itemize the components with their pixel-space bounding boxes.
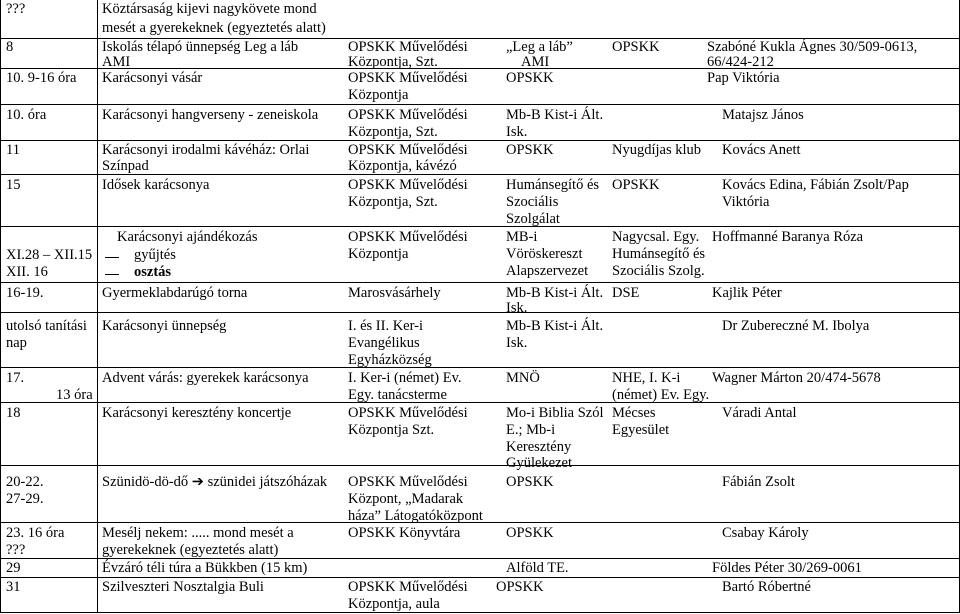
venue-cell: OPSKK Művelődési <box>348 177 468 193</box>
event-cell: Karácsonyi vásár <box>102 70 203 86</box>
venue-cell: Evangélikus <box>348 335 420 351</box>
venue-cell: OPSKK Művelődési <box>348 474 468 490</box>
date-cell: XII. 16 <box>6 264 48 280</box>
venue-cell: I. és II. Ker-i <box>348 318 423 334</box>
event-cell: gyűjtés <box>134 247 176 263</box>
organizer-cell: Nagycsal. Egy. <box>612 229 700 245</box>
contact-cell: Földes Péter 30/269-0061 <box>712 560 862 576</box>
partner-cell: OPSKK <box>506 70 554 86</box>
date-cell: 16-19. <box>6 285 44 301</box>
date-cell: 31 <box>6 579 21 595</box>
date-cell: nap <box>6 335 27 351</box>
contact-cell: Hoffmanné Baranya Róza <box>712 229 864 245</box>
date-cell: 23. 16 óra <box>6 525 65 541</box>
partner-cell: Humánsegítő és <box>506 177 600 193</box>
partner-cell: Szociális <box>506 194 559 210</box>
date-cell: ??? <box>6 542 26 558</box>
partner-cell: Mb-B Kist-i Ált. <box>506 318 604 334</box>
organizer-cell: Nyugdíjas klub <box>612 142 702 158</box>
event-cell: Iskolás télapó ünnepség Leg a láb <box>102 39 299 55</box>
event-cell: gyerekeknek (egyeztetés alatt) <box>102 542 279 558</box>
organizer-cell: Szociális Szolg. <box>612 263 705 279</box>
partner-cell: Alapszervezet <box>506 263 589 279</box>
row-divider <box>0 465 960 466</box>
date-cell: XI.28 – XII.15 <box>6 247 93 263</box>
contact-cell: Csabay Károly <box>722 525 809 541</box>
event-cell: Karácsonyi keresztény koncertje <box>102 405 292 421</box>
venue-cell: OPSKK Művelődési <box>348 579 468 595</box>
date-cell: 11 <box>6 142 20 158</box>
venue-cell: OPSKK Művelődési <box>348 405 468 421</box>
partner-cell: Isk. <box>506 335 528 351</box>
row-divider <box>0 367 960 368</box>
date-cell: 20-22. <box>6 474 44 490</box>
event-cell: Karácsonyi ajándékozás <box>117 229 258 245</box>
date-cell: utolsó tanítási <box>6 318 87 334</box>
venue-cell: Központja, Szt. <box>348 194 438 210</box>
partner-cell: Isk. <box>506 124 528 140</box>
venue-cell: Központja, aula <box>348 596 440 612</box>
venue-cell: I. Ker-i (német) Ev. <box>348 370 462 386</box>
partner-cell: Alföld TE. <box>506 560 569 576</box>
venue-cell: Központja Szt. <box>348 422 435 438</box>
organizer-cell: DSE <box>612 285 640 301</box>
contact-cell: Pap Viktória <box>707 70 780 86</box>
contact-cell: Váradi Antal <box>722 405 797 421</box>
organizer-cell: NHE, I. K-i <box>612 370 681 386</box>
row-divider <box>0 226 960 227</box>
organizer-cell: Mécses <box>612 405 656 421</box>
venue-cell: OPSKK Művelődési <box>348 229 468 245</box>
event-cell: Szilveszteri Nosztalgia Buli <box>102 579 264 595</box>
venue-cell: Központja, kávézó <box>348 158 457 174</box>
row-divider <box>0 104 960 105</box>
venue-cell: OPSKK Könyvtára <box>348 525 461 541</box>
contact-cell: Viktória <box>722 194 770 210</box>
organizer-cell: OPSKK <box>612 177 660 193</box>
organizer-cell: (német) Ev. Egy. <box>612 387 710 403</box>
venue-cell: Központja <box>348 87 409 103</box>
contact-cell: Wagner Márton 20/474-5678 <box>712 370 881 386</box>
contact-cell: Matajsz János <box>722 107 804 123</box>
event-cell: osztás <box>134 264 172 280</box>
column-divider <box>0 0 1 613</box>
date-cell: 17. <box>6 370 25 386</box>
date-cell: 15 <box>6 177 21 193</box>
event-cell: Gyermeklabdarúgó torna <box>102 285 248 301</box>
venue-cell: Központ, „Madarak <box>348 491 464 507</box>
partner-cell: Gyülekezet <box>506 455 573 471</box>
date-cell: 10. óra <box>6 107 47 123</box>
venue-cell: Egyházközség <box>348 352 432 368</box>
event-cell: Karácsonyi ünnepség <box>102 318 227 334</box>
event-cell: Mesélj nekem: ..... mond mesét a <box>102 525 294 541</box>
row-divider <box>0 312 960 313</box>
contact-cell: Fábián Zsolt <box>722 474 795 490</box>
venue-cell: háza” Látogatóközpont <box>348 508 483 524</box>
date-cell: ??? <box>6 1 26 17</box>
partner-cell: MNÖ <box>506 370 540 386</box>
partner-cell: E.; Mb-i <box>506 422 556 438</box>
event-cell: Karácsonyi irodalmi kávéház: Orlai <box>102 142 310 158</box>
venue-cell: Központja, Szt. <box>348 124 438 140</box>
event-cell: Karácsonyi hangverseny - zeneiskola <box>102 107 319 123</box>
partner-cell: OPSKK <box>506 474 554 490</box>
venue-cell: OPSKK Művelődési <box>348 142 468 158</box>
event-cell: AMI <box>102 54 131 70</box>
partner-cell: Szolgálat <box>506 211 560 227</box>
event-cell: Advent várás: gyerekek karácsonya <box>102 370 309 386</box>
partner-cell: Mb-B Kist-i Ált. <box>506 107 604 123</box>
date-cell: 8 <box>6 39 14 55</box>
venue-cell: Egy. tanácsterme <box>348 387 447 403</box>
organizer-cell: Humánsegítő és <box>612 246 706 262</box>
partner-cell: Mo-i Biblia Szól <box>506 405 604 421</box>
contact-cell: Kovács Anett <box>722 142 801 158</box>
partner-cell: Vöröskereszt <box>506 246 583 262</box>
event-cell: Szünidö-dö-dő ➔ szünidei játszóházak <box>102 474 328 490</box>
date-cell: 10. 9-16 óra <box>6 70 77 86</box>
contact-cell: Szabóné Kukla Ágnes 30/509-0613, <box>707 39 918 55</box>
partner-cell: Keresztény <box>506 439 572 455</box>
partner-cell: „Leg a láb” <box>506 39 573 55</box>
column-divider <box>97 0 98 613</box>
venue-cell: OPSKK Művelődési <box>348 107 468 123</box>
row-divider <box>0 402 960 403</box>
contact-cell: Kovács Edina, Fábián Zsolt/Pap <box>722 177 909 193</box>
partner-cell: OPSKK <box>496 579 544 595</box>
partner-cell: Mb-B Kist-i Ált. <box>506 285 604 301</box>
event-cell: mesét a gyerekeknek (egyeztetés alatt) <box>102 20 326 36</box>
date-cell: 18 <box>6 405 21 421</box>
organizer-cell: Egyesület <box>612 422 670 438</box>
partner-cell: MB-i <box>506 229 538 245</box>
dash-mark <box>105 274 119 275</box>
event-cell: Köztársaság kijevi nagykövete mond <box>102 1 317 17</box>
row-divider <box>0 282 960 283</box>
date-cell: 13 óra <box>56 387 93 403</box>
partner-cell: OPSKK <box>506 525 554 541</box>
event-cell: Idősek karácsonya <box>102 177 210 193</box>
partner-cell: Isk. <box>506 300 528 316</box>
venue-cell: Központja, Szt. <box>348 54 438 70</box>
event-cell: Évzáró téli túra a Bükkben (15 km) <box>102 560 308 576</box>
date-cell: 29 <box>6 560 21 576</box>
venue-cell: Marosvásárhely <box>348 285 441 301</box>
organizer-cell: OPSKK <box>612 39 660 55</box>
venue-cell: OPSKK Művelődési <box>348 70 468 86</box>
date-cell: 27-29. <box>6 491 44 507</box>
partner-cell: OPSKK <box>506 142 554 158</box>
dash-mark <box>105 257 119 258</box>
venue-cell: OPSKK Művelődési <box>348 39 468 55</box>
partner-cell: AMI <box>521 54 550 70</box>
contact-cell: 66/424-212 <box>707 54 774 70</box>
contact-cell: Bartó Róbertné <box>722 579 811 595</box>
contact-cell: Kajlik Péter <box>712 285 782 301</box>
event-cell: Színpad <box>102 158 149 174</box>
contact-cell: Dr Zubereczné M. Ibolya <box>722 318 870 334</box>
venue-cell: Központja <box>348 246 409 262</box>
